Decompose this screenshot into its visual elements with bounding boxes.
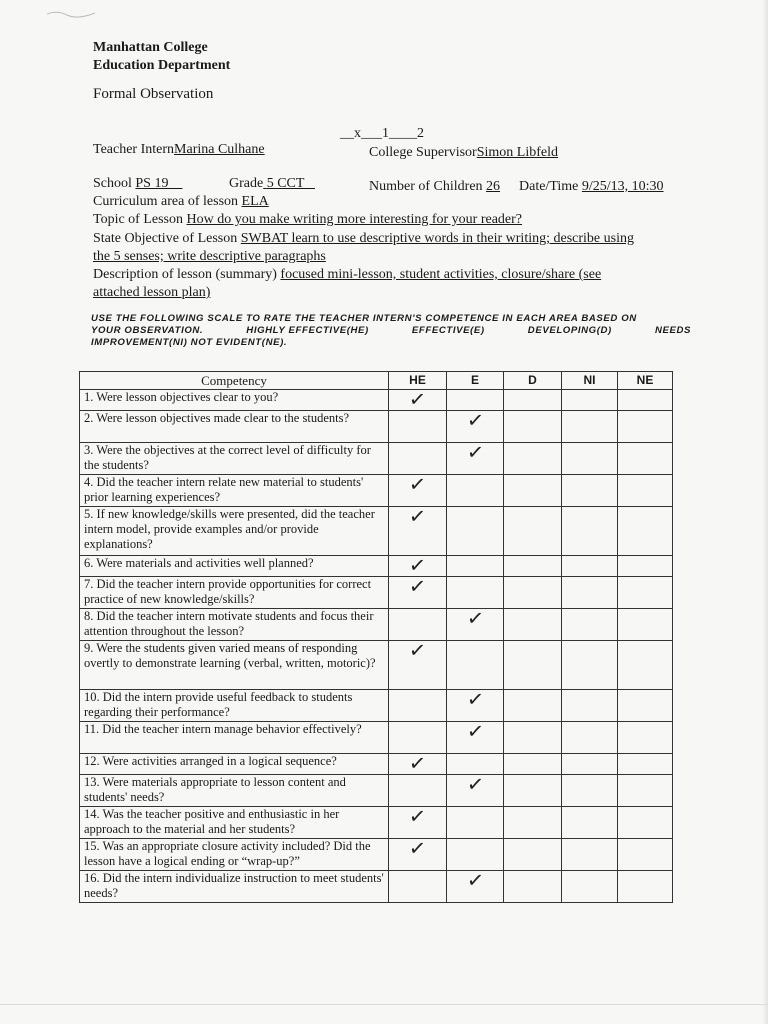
rating-cell-e [447, 686, 504, 722]
scale-highly-effective: HIGHLY EFFECTIVE(HE) [246, 325, 369, 336]
school-label: School [93, 176, 132, 191]
table-header-row [80, 372, 673, 390]
rating-cell-d [504, 577, 562, 609]
rating-cell-he [389, 573, 447, 609]
rating-cell-e [447, 718, 504, 754]
checkmark-icon: ✓ [407, 573, 428, 599]
pen-scratch-mark [45, 8, 97, 20]
rating-cell-d [504, 507, 562, 556]
rating-cell-d [504, 609, 562, 641]
checkmark-icon: ✓ [465, 686, 485, 712]
competency-question: 11. Did the teacher intern manage behavior effectively? [80, 722, 389, 754]
rating-cell-ni [562, 754, 618, 775]
rating-cell-he [389, 386, 447, 412]
rating-cell-e [447, 605, 504, 641]
rating-cell-e [447, 771, 504, 807]
intern-name: Marina Culhane [174, 142, 265, 157]
header-ne: NE [618, 372, 673, 390]
rating-cell-ni [562, 390, 618, 411]
topic-label: Topic of Lesson [93, 212, 184, 227]
instructions-line3: IMPROVEMENT(NI) NOT EVIDENT(NE). [91, 337, 288, 348]
intern-label: Teacher Intern [93, 142, 175, 157]
checkmark-icon: ✓ [407, 803, 428, 829]
datetime-label: Date/Time [519, 179, 579, 194]
rating-cell-ne [618, 577, 673, 609]
rating-cell-e [447, 839, 504, 871]
table-row [80, 807, 673, 839]
rating-cell-ni [562, 690, 618, 722]
objective-label: State Objective of Lesson [93, 231, 238, 246]
rating-instructions [91, 313, 691, 349]
scale-needs: NEEDS [654, 325, 691, 336]
topic-field [93, 212, 522, 228]
rating-cell-ni [562, 722, 618, 754]
intern-field [93, 142, 265, 158]
rating-cell-he [389, 503, 447, 556]
rating-cell-ne [618, 507, 673, 556]
checkmark-icon: ✓ [465, 605, 485, 631]
rating-cell-ne [618, 556, 673, 577]
rating-cell-ne [618, 722, 673, 754]
rating-cell-d [504, 690, 562, 722]
rating-cell-e [447, 556, 504, 577]
competency-question: 3. Were the objectives at the correct level of difficulty for the students? [80, 443, 389, 475]
rating-cell-ne [618, 754, 673, 775]
competency-question: 9. Were the students given varied means of responding overtly to demonstrate learning (verbal, written, motoric)? [80, 641, 389, 690]
checkmark-icon: ✓ [407, 750, 428, 776]
table-row [80, 871, 673, 903]
header-d: D [504, 372, 562, 390]
rating-cell-ne [618, 641, 673, 690]
competency-question: 7. Did the teacher intern provide opportunities for correct practice of new knowledge/skills? [80, 577, 389, 609]
rating-cell-he [389, 411, 447, 443]
description-line1: focused mini-lesson, student activities, closure/share (see [280, 267, 602, 282]
competency-question: 4. Did the teacher intern relate new material to students' prior learning experiences? [80, 475, 389, 507]
children-label: Number of Children [369, 179, 483, 194]
rating-cell-e [447, 867, 504, 903]
table-row [80, 475, 673, 507]
rating-cell-e [447, 475, 504, 507]
description-field [93, 267, 601, 283]
competency-question: 8. Did the teacher intern motivate students and focus their attention throughout the lesson? [80, 609, 389, 641]
rating-cell-ni [562, 475, 618, 507]
rating-cell-he [389, 722, 447, 754]
table-row [80, 641, 673, 690]
competency-question: 15. Was an appropriate closure activity included? Did the lesson have a logical ending or “wrap-up?” [80, 839, 389, 871]
instructions-line2 [91, 325, 691, 337]
header-he: HE [389, 372, 447, 390]
competency-question: 13. Were materials appropriate to lesson content and students' needs? [80, 775, 389, 807]
rating-cell-e [447, 439, 504, 475]
rating-cell-d [504, 871, 562, 903]
rating-cell-ne [618, 690, 673, 722]
table-row [80, 443, 673, 475]
curriculum-field [93, 194, 269, 210]
rating-cell-d [504, 475, 562, 507]
header-ni: NI [562, 372, 618, 390]
description-line2: attached lesson plan) [93, 285, 211, 300]
table-row [80, 754, 673, 775]
institution-name: Manhattan College [93, 40, 208, 55]
competency-question: 10. Did the intern provide useful feedback to students regarding their performance? [80, 690, 389, 722]
rating-cell-ne [618, 443, 673, 475]
header-competency: Competency [80, 372, 389, 390]
rating-cell-he [389, 871, 447, 903]
rating-cell-he [389, 803, 447, 839]
objective-line2: the 5 senses; write descriptive paragraphs [93, 249, 326, 264]
rating-cell-ni [562, 443, 618, 475]
competency-question: 1. Were lesson objectives clear to you? [80, 390, 389, 411]
rating-cell-ne [618, 411, 673, 443]
competency-question: 6. Were materials and activities well planned? [80, 556, 389, 577]
rating-cell-ne [618, 475, 673, 507]
datetime-field [519, 179, 664, 195]
rating-cell-he [389, 609, 447, 641]
supervisor-field [369, 145, 558, 161]
department-name: Education Department [93, 58, 231, 73]
rating-cell-ni [562, 839, 618, 871]
curriculum-label: Curriculum area of lesson [93, 194, 239, 209]
observation-one: 1 [382, 126, 389, 141]
supervisor-name: Simon Libfeld [476, 145, 558, 160]
scan-edge-shadow [762, 0, 768, 1024]
rating-cell-he [389, 835, 447, 871]
grade-value: 5 CCT [266, 176, 305, 191]
table-row [80, 609, 673, 641]
rating-cell-ne [618, 871, 673, 903]
rating-cell-ni [562, 411, 618, 443]
grade-label: Grade [229, 176, 264, 191]
datetime-value: 9/25/13, 10:30 [581, 179, 664, 194]
rating-cell-e [447, 577, 504, 609]
rating-cell-ni [562, 577, 618, 609]
rating-cell-d [504, 390, 562, 411]
rating-cell-d [504, 641, 562, 690]
table-row [80, 577, 673, 609]
competency-table [79, 371, 673, 903]
rating-cell-ne [618, 839, 673, 871]
table-row [80, 690, 673, 722]
objective-field [93, 231, 634, 247]
rating-cell-ni [562, 775, 618, 807]
scan-bottom-edge [0, 1004, 768, 1005]
instructions-your-observation: YOUR OBSERVATION. [91, 325, 204, 336]
checkmark-icon: ✓ [465, 867, 485, 893]
checkmark-icon: ✓ [407, 552, 428, 578]
school-value: PS 19 [135, 176, 169, 191]
rating-cell-ni [562, 507, 618, 556]
rating-cell-d [504, 411, 562, 443]
rating-cell-ni [562, 556, 618, 577]
checkmark-icon: ✓ [465, 439, 485, 465]
table-row [80, 507, 673, 556]
rating-cell-he [389, 775, 447, 807]
checkmark-icon: ✓ [407, 471, 428, 497]
checkmark-icon: ✓ [407, 835, 428, 861]
description-label: Description of lesson (summary) [93, 267, 277, 282]
checkmark-icon: ✓ [465, 407, 485, 433]
rating-cell-ne [618, 390, 673, 411]
competency-question: 12. Were activities arranged in a logical sequence? [80, 754, 389, 775]
checkmark-icon: ✓ [465, 771, 485, 797]
competency-question: 14. Was the teacher positive and enthusiastic in her approach to the material and her students? [80, 807, 389, 839]
supervisor-label: College Supervisor [369, 145, 477, 160]
rating-cell-e [447, 407, 504, 443]
table-row [80, 722, 673, 754]
header-e: E [447, 372, 504, 390]
rating-cell-he [389, 637, 447, 690]
rating-cell-ni [562, 609, 618, 641]
rating-cell-ne [618, 807, 673, 839]
rating-cell-he [389, 750, 447, 776]
instructions-line1: USE THE FOLLOWING SCALE TO RATE THE TEACHER INTERN'S COMPETENCE IN EACH AREA BASED ON [91, 313, 637, 324]
rating-cell-d [504, 807, 562, 839]
form-title: Formal Observation [93, 86, 214, 102]
rating-cell-ni [562, 807, 618, 839]
checkmark-icon: ✓ [407, 503, 428, 529]
observation-x: x [354, 126, 361, 141]
scale-effective: EFFECTIVE(E) [411, 325, 485, 336]
competency-question: 5. If new knowledge/skills were presented, did the teacher intern model, provide examples and/or provide explanations? [80, 507, 389, 556]
table-row [80, 390, 673, 411]
observation-two: 2 [417, 126, 424, 141]
rating-cell-e [447, 507, 504, 556]
table-row [80, 411, 673, 443]
school-field [93, 176, 182, 192]
rating-cell-e [447, 807, 504, 839]
rating-cell-d [504, 556, 562, 577]
children-value: 26 [486, 179, 501, 194]
rating-cell-d [504, 443, 562, 475]
rating-cell-d [504, 839, 562, 871]
rating-cell-ni [562, 871, 618, 903]
curriculum-value: ELA [241, 194, 269, 209]
observation-number: __x___1____2 [340, 126, 424, 141]
scale-developing: DEVELOPING(D) [527, 325, 612, 336]
table-row [80, 556, 673, 577]
competency-question: 2. Were lesson objectives made clear to the students? [80, 411, 389, 443]
topic-value: How do you make writing more interesting for your reader? [186, 212, 523, 227]
objective-line1: SWBAT learn to use descriptive words in their writing; describe using [240, 231, 634, 246]
checkmark-icon: ✓ [465, 718, 485, 744]
rating-cell-ni [562, 641, 618, 690]
checkmark-icon: ✓ [407, 386, 428, 412]
rating-cell-d [504, 775, 562, 807]
table-row [80, 839, 673, 871]
competency-question: 16. Did the intern individualize instruction to meet students' needs? [80, 871, 389, 903]
table-row [80, 775, 673, 807]
rating-cell-d [504, 754, 562, 775]
children-field [369, 179, 500, 195]
rating-cell-d [504, 722, 562, 754]
grade-field [229, 176, 315, 192]
rating-cell-he [389, 443, 447, 475]
rating-cell-ne [618, 609, 673, 641]
rating-cell-ne [618, 775, 673, 807]
checkmark-icon: ✓ [407, 637, 428, 663]
rating-cell-he [389, 471, 447, 507]
rating-cell-he [389, 690, 447, 722]
rating-cell-e [447, 641, 504, 690]
